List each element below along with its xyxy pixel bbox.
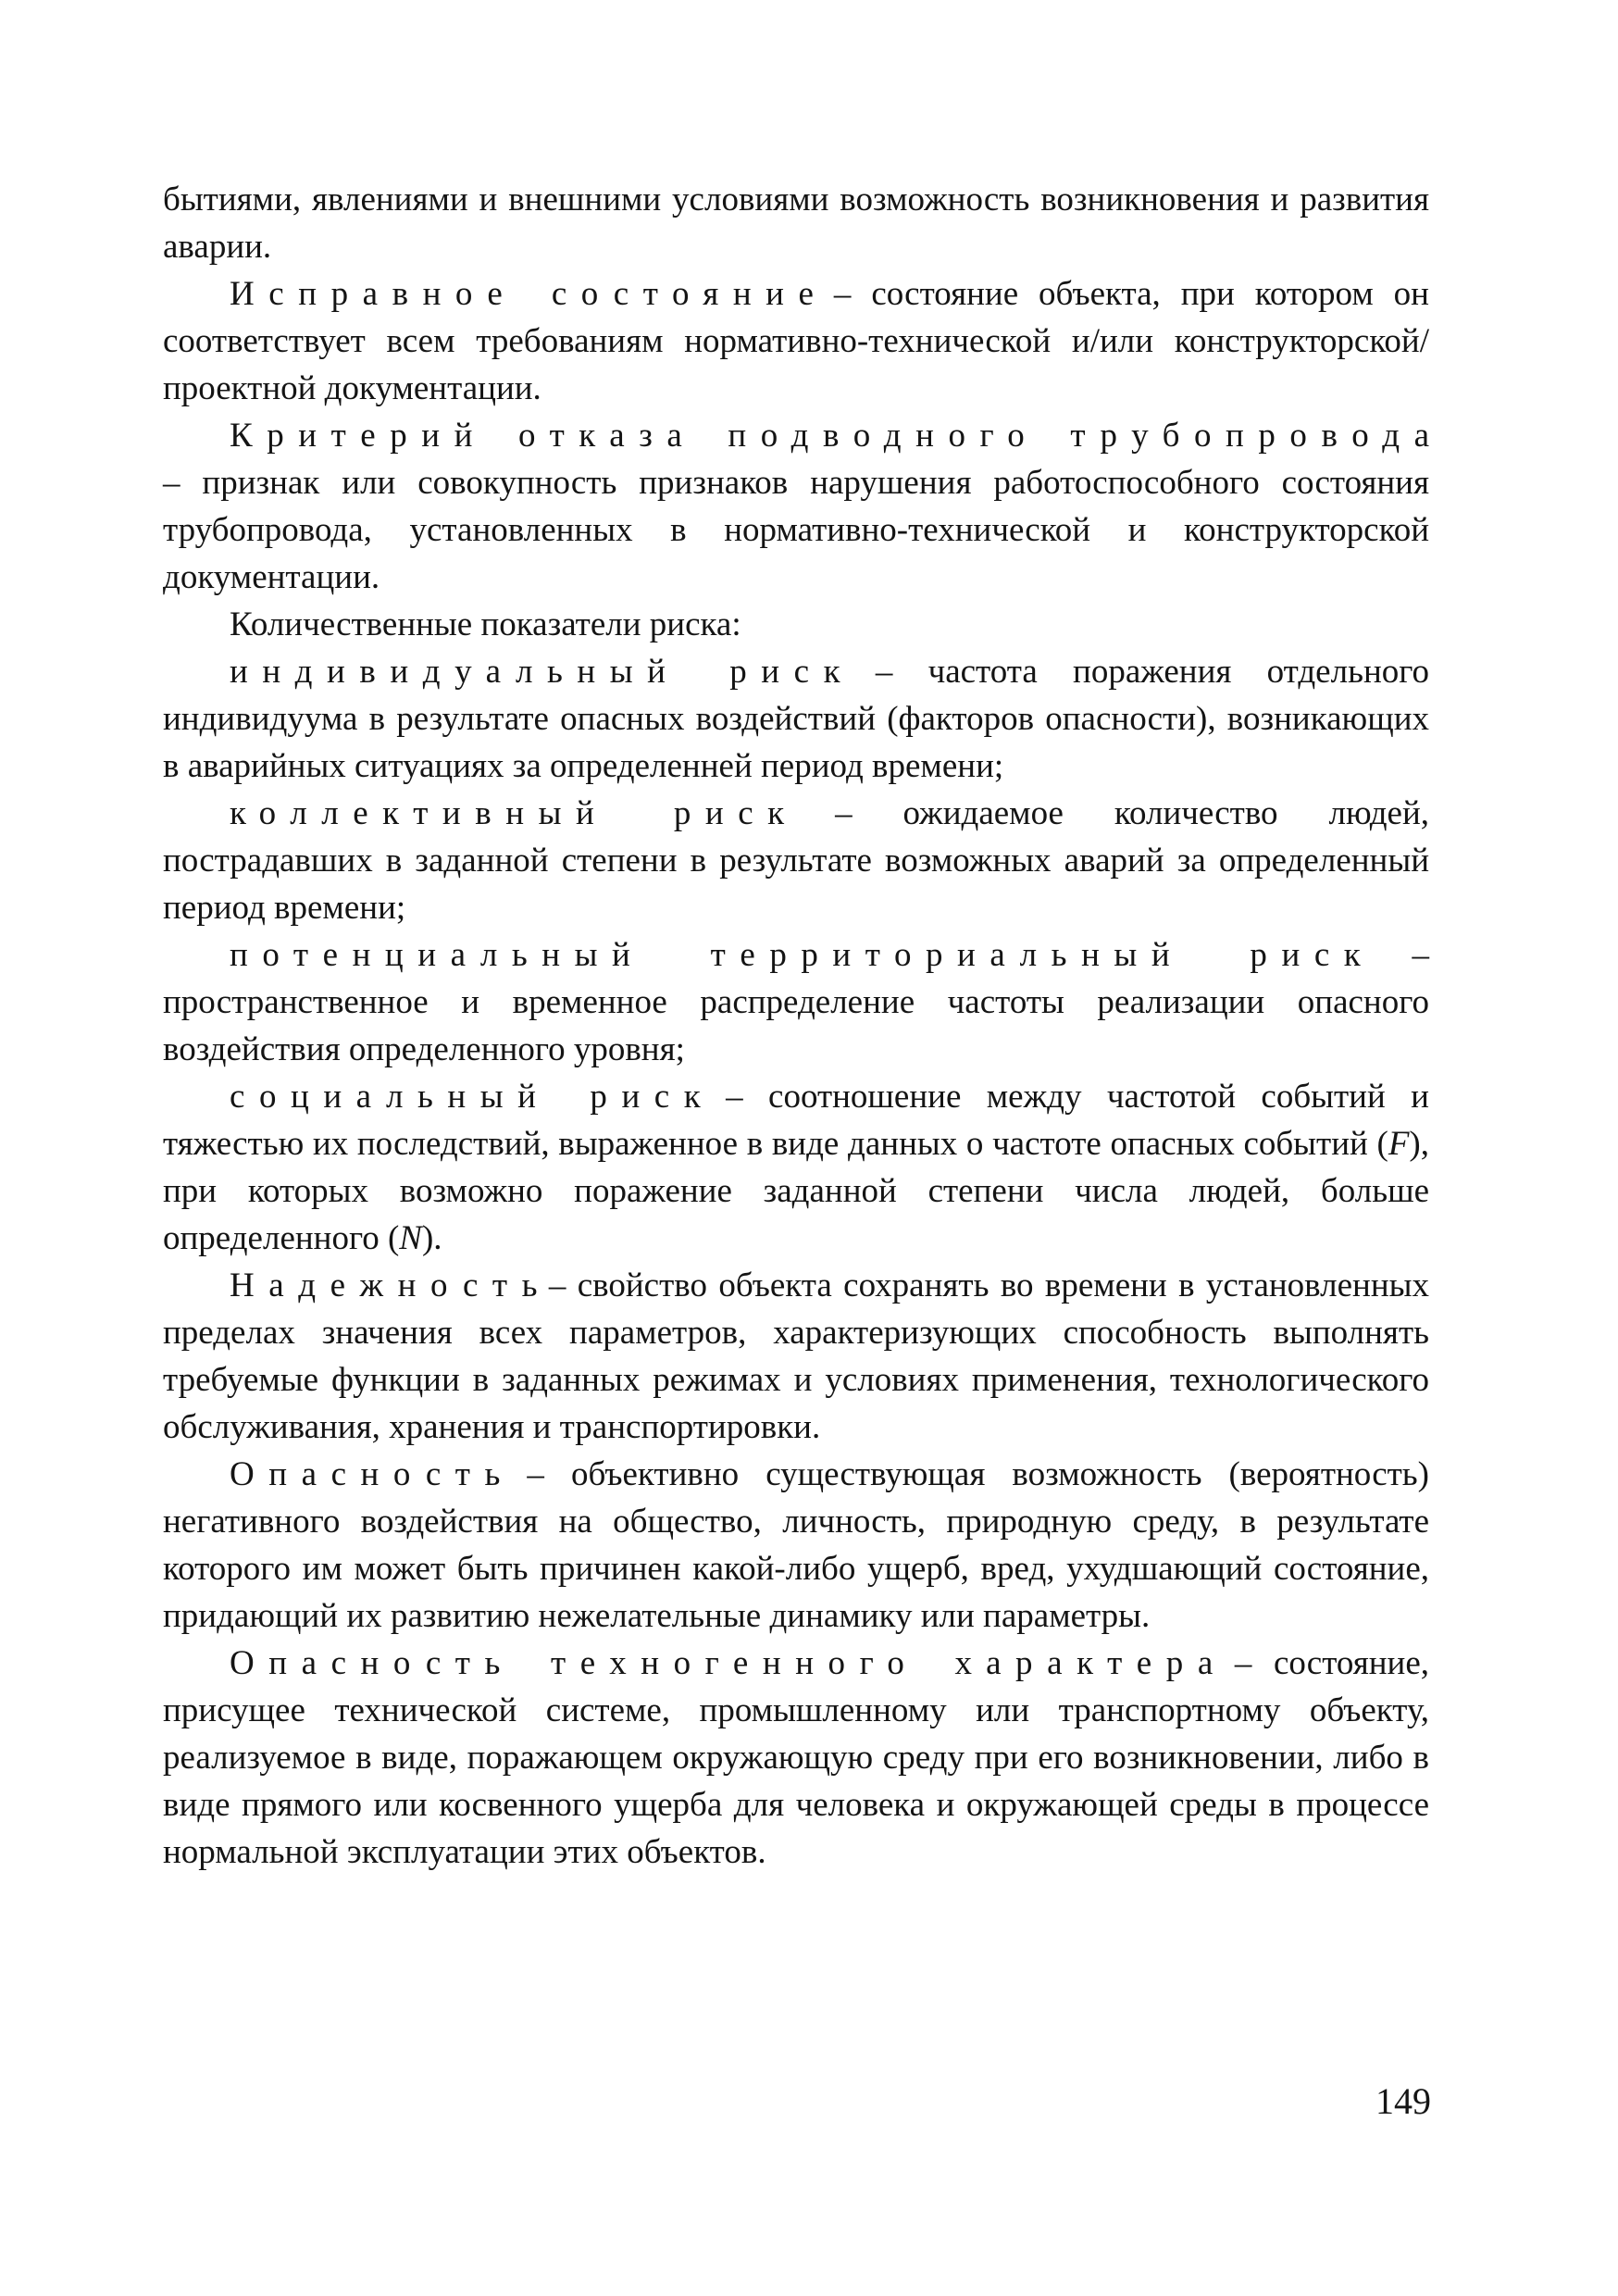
definition-serviceable-state — [163, 270, 1429, 412]
term-spaced: Опасность техногенного характера — [230, 1644, 1214, 1682]
page-body — [163, 176, 1429, 1876]
definition-text: – объективно существующая возможность (вероятность) негативного воздействия на общество, личность, природную среду, в результате которого им может быть причинен какой-либо ущерб, вред, ухудшающий состояние, придающий их развитию нежелательные динамику или параметры. — [163, 1455, 1429, 1635]
definition-text: – пространственное и временное распределение частоты реализации опасного воздействия определенного уровня; — [163, 936, 1429, 1068]
term-spaced: Надежность — [230, 1267, 538, 1304]
definition-text: ). — [421, 1219, 442, 1257]
term-last-letter: ь — [484, 1455, 501, 1493]
definition-hazard — [163, 1451, 1429, 1640]
term-last-letter: а — [1413, 417, 1429, 455]
definition-failure-criterion — [163, 412, 1429, 601]
definition-individual-risk — [163, 648, 1429, 790]
paragraph-text: бытиями, явлениями и внешними условиями возможность возникновения и развития аварии. — [163, 181, 1429, 266]
definition-text: – состояние объекта, при котором он соответствует всем требованиям нормативно-технической и/или конструкторской/проектной документации. — [163, 275, 1429, 407]
term-spaced: коллективный риск — [230, 794, 785, 832]
definition-text: ), при которых возможно поражение заданной степени числа людей, больше определенного ( — [163, 1125, 1429, 1257]
term-last-letter: к — [1343, 936, 1361, 974]
definition-text: – состояние, присущее технической системе, промышленному или транспортному объекту, реализуемое в виде, поражающем окружающую среду при его возникновении, либо в виде прямого или косвенного ущерба для человека и окружающей среды в процессе нормальной эксплуатации этих объектов. — [163, 1644, 1429, 1871]
paragraph-text: Количественные показатели риска: — [230, 605, 741, 643]
definition-collective-risk — [163, 790, 1429, 931]
definition-text: – ожидаемое количество людей, пострадавших в заданной степени в результате возможных аварий за определенный период времени; — [163, 794, 1430, 927]
risk-indicators-intro — [163, 601, 1429, 648]
term-spaced: индивидуальный риск — [230, 653, 840, 691]
term-spaced: Критерий отказа подводного трубопровода — [230, 417, 1429, 455]
term-last-letter: к — [683, 1078, 701, 1116]
definition-text: – частота поражения отдельного индивидуума в результате опасных воздействий (факторов опасности), возникающих в аварийных ситуациях за определенней период времени; — [163, 653, 1429, 785]
definition-technogenic-hazard — [163, 1640, 1429, 1876]
term-spaced: потенциальный территориальный риск — [230, 936, 1361, 974]
paragraph-continuation — [163, 176, 1429, 270]
term-last-letter: к — [767, 794, 785, 832]
definition-reliability — [163, 1262, 1429, 1451]
term-last-letter: ь — [521, 1267, 538, 1304]
term-last-letter: е — [798, 275, 814, 313]
definition-territorial-risk — [163, 931, 1429, 1073]
definition-social-risk — [163, 1073, 1429, 1262]
symbol-f: F — [1388, 1125, 1410, 1163]
term-last-letter: а — [1197, 1644, 1214, 1682]
term-spaced: социальный риск — [230, 1078, 701, 1116]
term-spaced: Исправное состояние — [230, 275, 814, 313]
page-number: 149 — [1375, 2080, 1431, 2122]
definition-text: – признак или совокупность признаков нарушения работоспособного состояния трубопровода, установленных в нормативно-технической и конструкторской документации. — [163, 464, 1429, 596]
symbol-n: N — [399, 1219, 422, 1257]
definition-text: – свойство объекта сохранять во времени в установленных пределах значения всех параметров, характеризующих способность выполнять требуемые функции в заданных режимах и условиях применения, технологического обслуживания, хранения и транспортировки. — [163, 1267, 1429, 1446]
term-spaced: Опасность — [230, 1455, 501, 1493]
term-last-letter: к — [823, 653, 840, 691]
definition-text: – соотношение между частотой событий и тяжестью их последствий, выраженное в виде данных о частоте опасных событий ( — [163, 1078, 1429, 1163]
